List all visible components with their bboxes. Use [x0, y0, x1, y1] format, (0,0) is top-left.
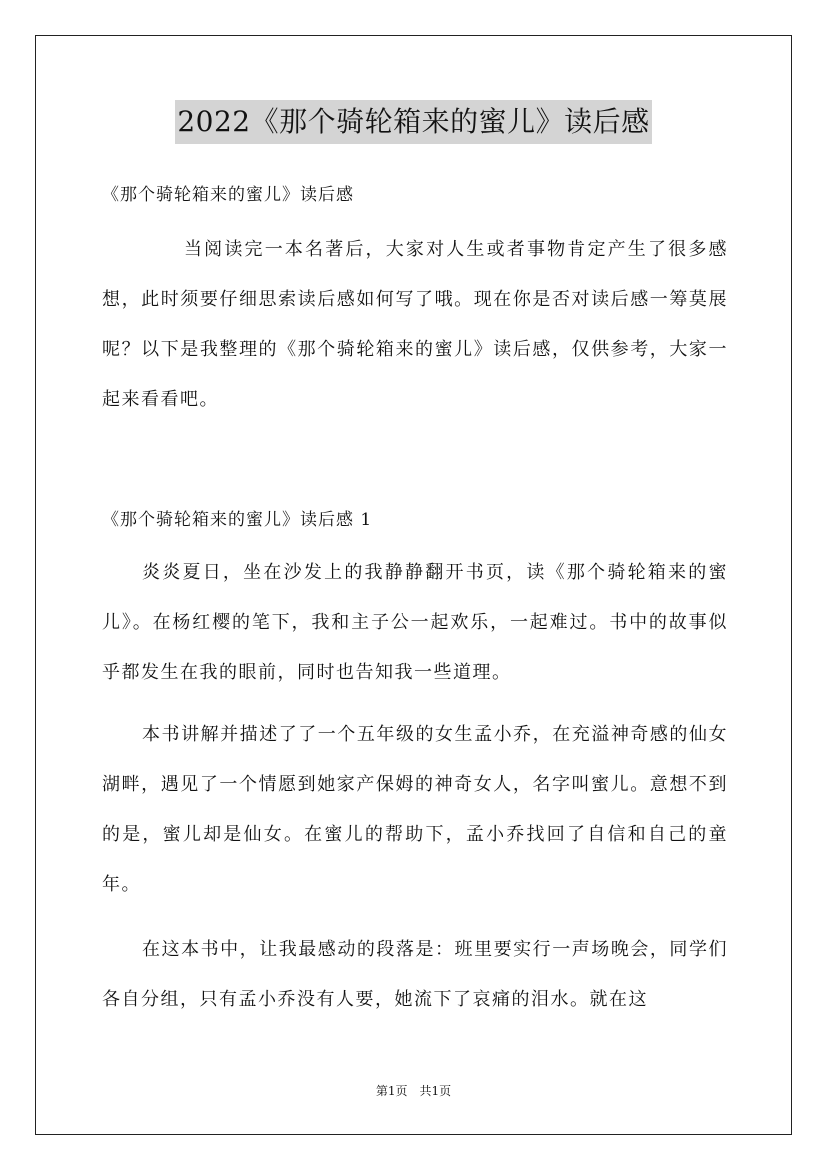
body-paragraph-3: 在这本书中，让我最感动的段落是：班里要实行一声场晚会，同学们各自分组，只有孟小乔没有人要，她流下了哀痛的泪水。就在这: [102, 939, 728, 1010]
page-footer: 第1页 共1页: [375, 1084, 452, 1098]
body-paragraph-2: 本书讲解并描述了了一个五年级的女生孟小乔，在充溢神奇感的仙女湖畔，遇见了一个情愿到她家产保姆的神奇女人，名字叫蜜儿。意想不到的是，蜜儿却是仙女。在蜜儿的帮助下，孟小乔找回了自信和自己的童年。: [102, 724, 728, 895]
section-heading: 《那个骑轮箱来的蜜儿》读后感 1: [102, 510, 373, 530]
title-container: [0, 100, 827, 144]
document-title: 2022《那个骑轮箱来的蜜儿》读后感: [175, 100, 651, 144]
document-subtitle: 《那个骑轮箱来的蜜儿》读后感: [102, 185, 354, 205]
body-paragraph-1: 炎炎夏日，坐在沙发上的我静静翻开书页，读《那个骑轮箱来的蜜儿》。在杨红樱的笔下，我和主子公一起欢乐，一起难过。书中的故事似乎都发生在我的眼前，同时也告知我一些道理。: [102, 562, 728, 683]
intro-paragraph: 当阅读完一本名著后，大家对人生或者事物肯定产生了很多感想，此时须要仔细思索读后感如何写了哦。现在你是否对读后感一筹莫展呢？以下是我整理的《那个骑轮箱来的蜜儿》读后感，仅供参考，大家一起来看看吧。: [102, 239, 728, 410]
